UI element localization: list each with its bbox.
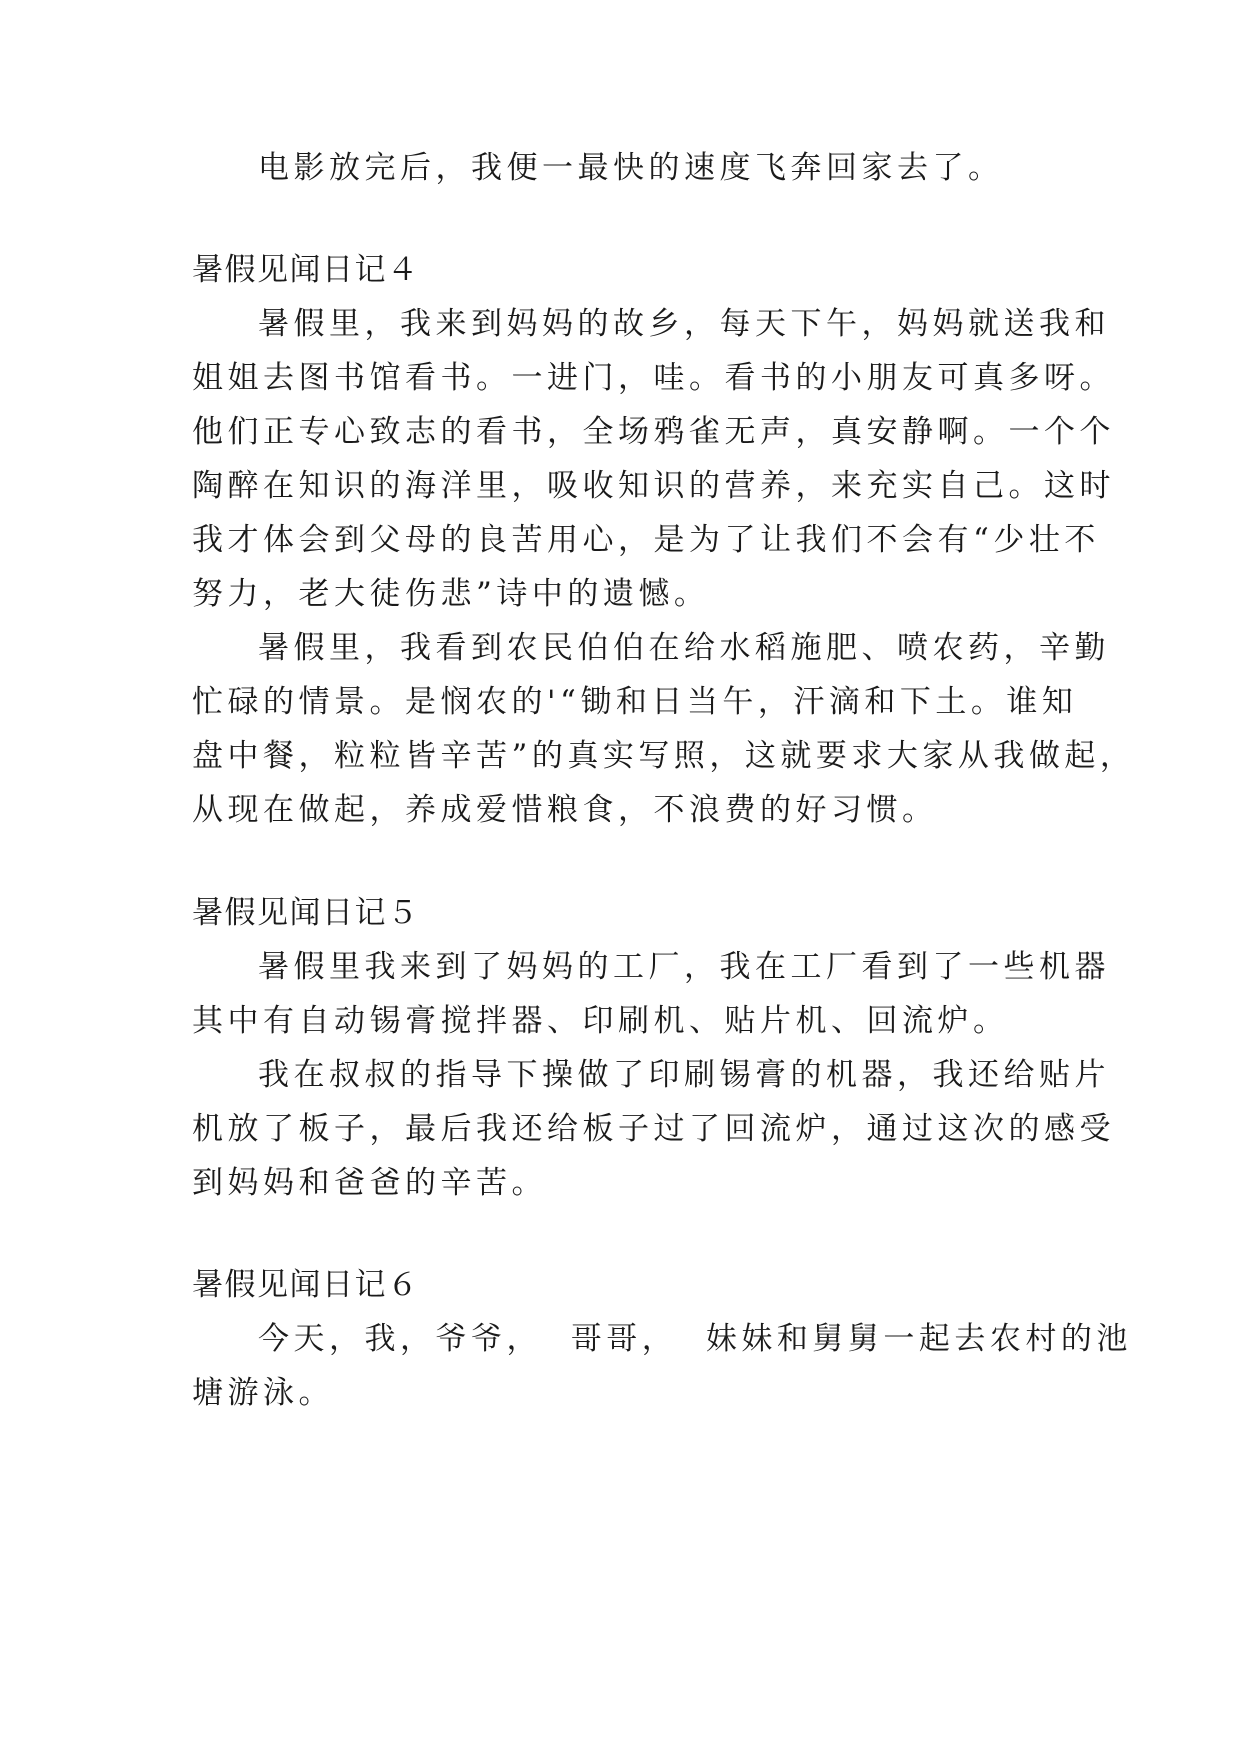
paragraph-line: 塘游泳。 (192, 1375, 334, 1411)
paragraph-line: 姐姐去图书馆看书。一进门，哇。看书的小朋友可真多呀。 (192, 360, 1115, 396)
paragraph-line: 我才体会到父母的良苦用心，是为了让我们不会有“少壮不 (192, 522, 1100, 558)
paragraph-line: 其中有自动锡膏搅拌器、印刷机、贴片机、回流炉。 (192, 1003, 1009, 1039)
paragraph-line: 暑假里，我来到妈妈的故乡，每天下午，妈妈就送我和 (258, 306, 1110, 342)
section-heading: 暑假见闻日记４ (192, 252, 420, 288)
paragraph-line: 他们正专心致志的看书，全场鸦雀无声，真安静啊。一个个 (192, 414, 1115, 450)
paragraph-line: 从现在做起，养成爱惜粮食，不浪费的好习惯。 (192, 792, 938, 828)
paragraph-line: 今天，我，爷爷， 哥哥， 妹妹和舅舅一起去农村的池 (258, 1321, 1132, 1357)
paragraph-line: 暑假里，我看到农民伯伯在给水稻施肥、喷农药，辛勤 (258, 630, 1110, 666)
paragraph-line: 努力，老大徒伤悲”诗中的遗憾。 (192, 576, 710, 612)
paragraph-line: 到妈妈和爸爸的辛苦。 (192, 1165, 547, 1201)
paragraph-line: 机放了板子，最后我还给板子过了回流炉，通过这次的感受 (192, 1111, 1115, 1147)
paragraph-line: 暑假里我来到了妈妈的工厂，我在工厂看到了一些机器 (258, 949, 1110, 985)
paragraph-line: 盘中餐，粒粒皆辛苦”的真实写照，这就要求大家从我做起， (192, 738, 1136, 774)
paragraph-line: 陶醉在知识的海洋里，吸收知识的营养，来充实自己。这时 (192, 468, 1115, 504)
section-heading: 暑假见闻日记５ (192, 895, 420, 931)
section-heading: 暑假见闻日记６ (192, 1267, 420, 1303)
paragraph-line: 电影放完后，我便一最快的速度飞奔回家去了。 (258, 150, 1004, 186)
paragraph-line: 忙碌的情景。是悯农的'“锄和日当午，汗滴和下土。谁知 (192, 684, 1078, 720)
paragraph-line: 我在叔叔的指导下操做了印刷锡膏的机器，我还给贴片 (258, 1057, 1110, 1093)
